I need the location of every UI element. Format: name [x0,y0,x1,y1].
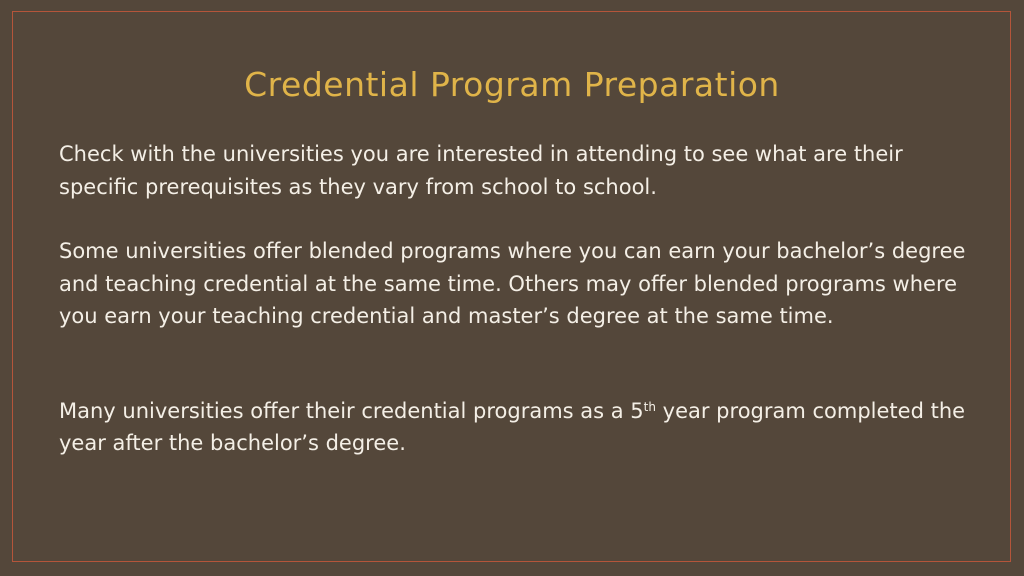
paragraph-fifth-year-text-end: year program completed the year after the bachelor’s degree. [59,398,966,455]
paragraph-blended-programs: Some universities offer blended programs where you can earn your bachelor’s degree and teaching credential at the same time. Others may offer blended programs where you earn your teaching credential and master’s degree at the same time. [59,239,966,328]
slide-title: Credential Program Preparation [244,65,780,104]
paragraph-fifth-year-text-start: Many universities offer their credential programs as a 5 [59,398,644,423]
paragraph-fifth-year-program [59,395,979,460]
ordinal-suffix: th [643,399,656,414]
paragraph-prerequisites: Check with the universities you are interested in attending to see what are their specific prerequisites as they vary from school to school. [59,142,903,199]
slide-body [59,138,979,460]
